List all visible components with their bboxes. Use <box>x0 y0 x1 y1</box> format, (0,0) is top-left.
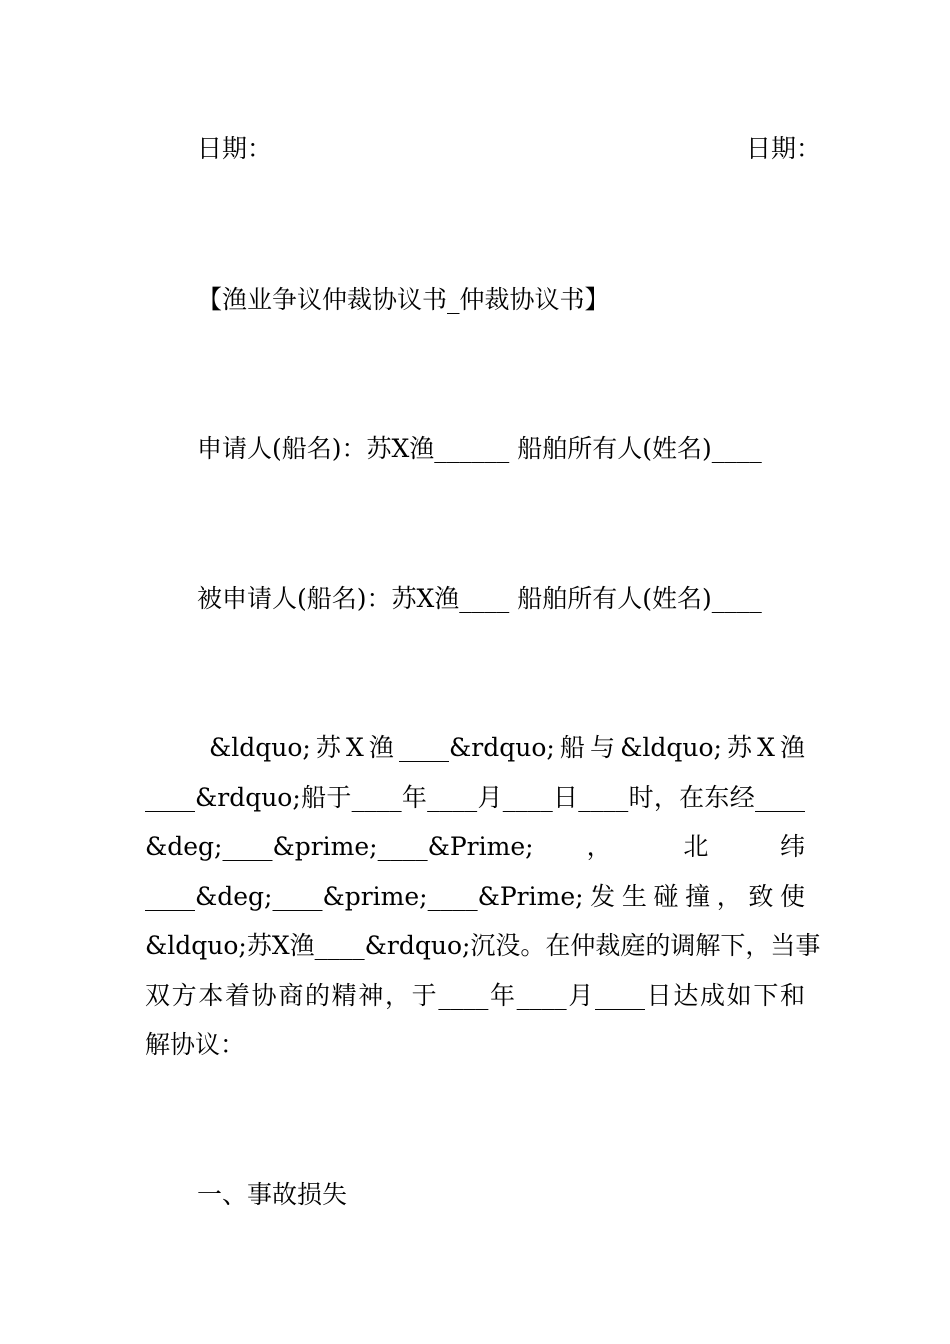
signature-date-right: 日期： <box>746 134 822 163</box>
signature-date-left: 日期： <box>197 134 273 163</box>
body-line-6: 双方本着协商的精神，于____年____月____日达成如下和 <box>145 980 805 1010</box>
body-paragraph <box>145 733 821 1080</box>
body-line-4: ____&deg;____&prime;____&Prime;发生碰撞，致使 <box>145 881 805 911</box>
body-line-3: &deg;____&prime;____&Prime; ， 北 纬 <box>145 832 805 861</box>
document-title: 【渔业争议仲裁协议书_仲裁协议书】 <box>197 285 610 314</box>
body-line-5: &ldquo;苏X渔____&rdquo;沉没。在仲裁庭的调解下，当事 <box>145 931 821 960</box>
body-line-7: 解协议： <box>145 1030 246 1059</box>
section-heading: 一、事故损失 <box>197 1180 348 1209</box>
body-line-2: ____&rdquo;船于____年____月____日____时，在东经____ <box>145 782 805 812</box>
body-line-1: &ldquo;苏X渔____&rdquo;船与&ldquo;苏X渔 <box>209 733 805 762</box>
applicant-line: 申请人(船名)：苏X渔______ 船舶所有人(姓名)____ <box>197 434 762 463</box>
respondent-line: 被申请人(船名)：苏X渔____ 船舶所有人(姓名)____ <box>197 584 762 613</box>
